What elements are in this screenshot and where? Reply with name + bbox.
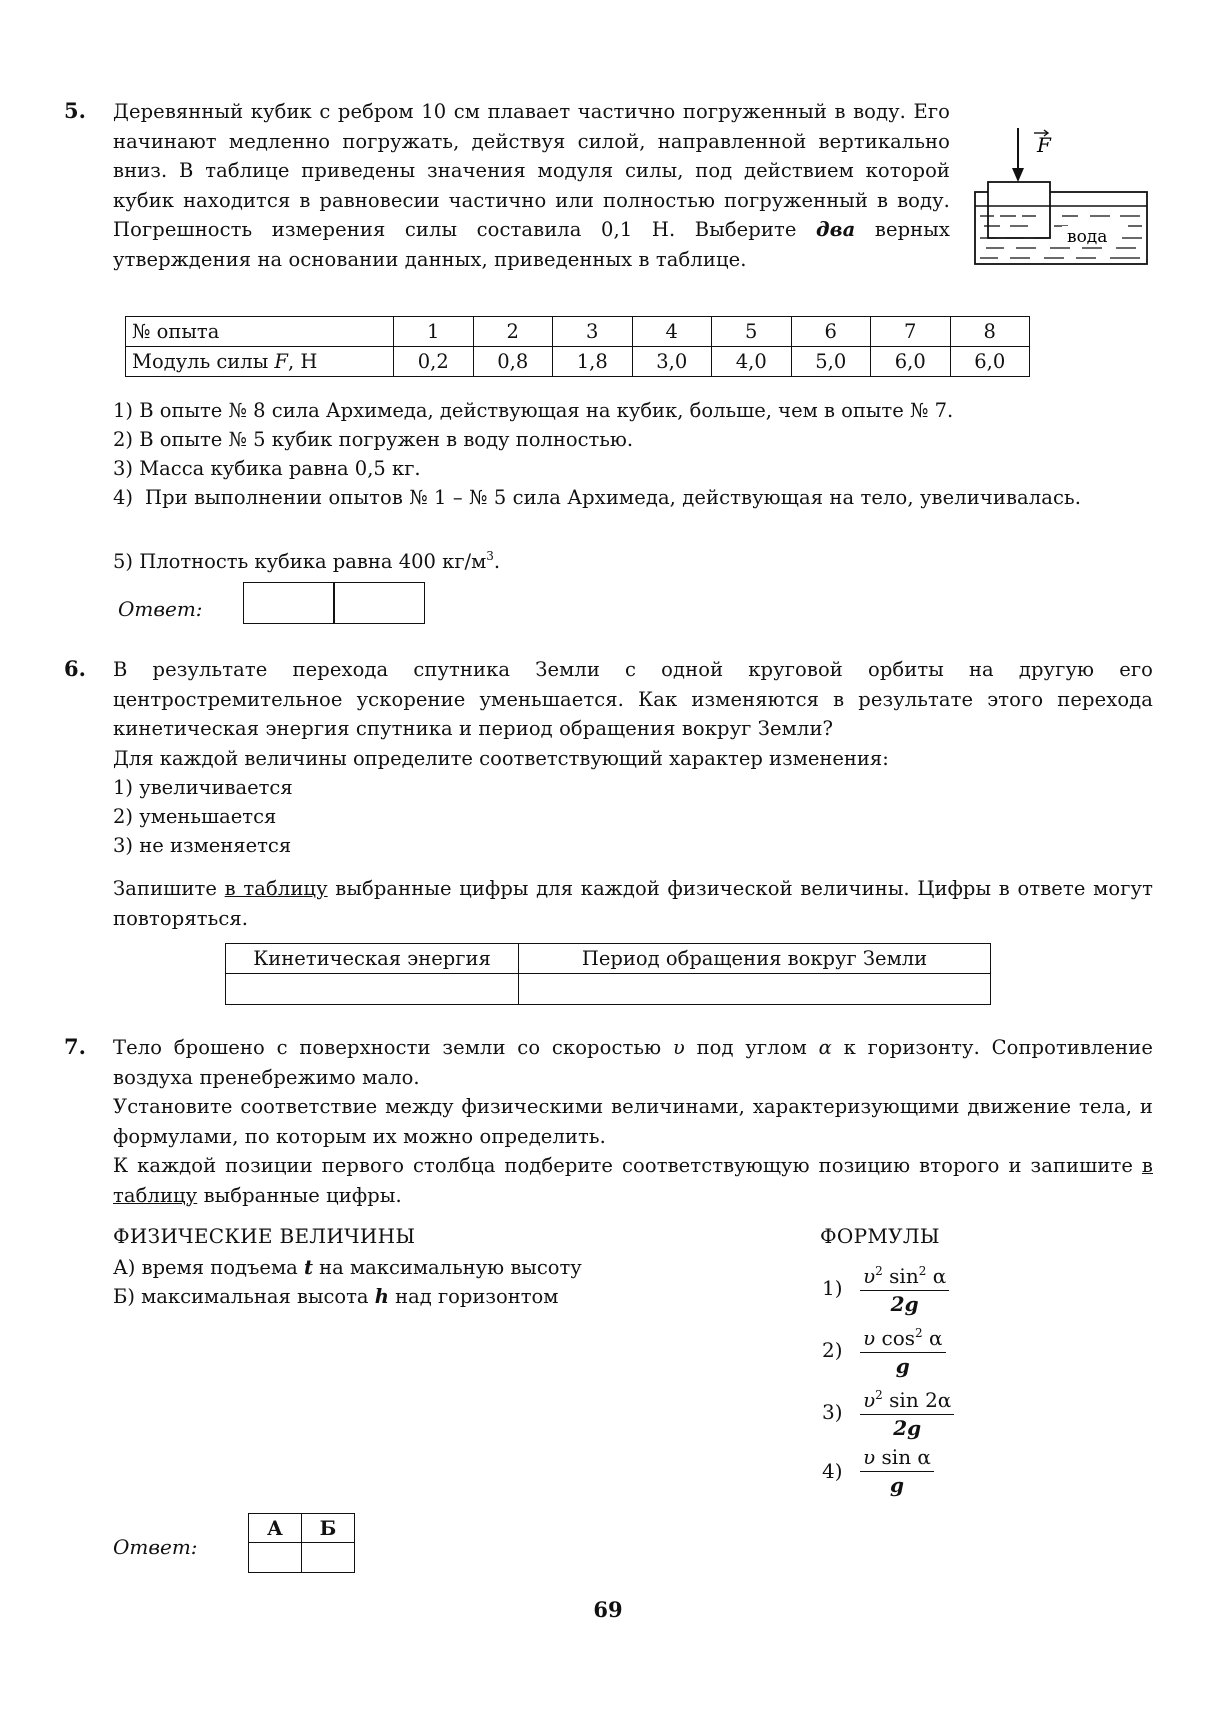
intro-text-2: под углом [684, 1036, 819, 1059]
task-6-number: 6. [64, 656, 86, 681]
option-number: 5) [113, 550, 134, 573]
option-text: не изменяется [139, 834, 292, 857]
task-6-record-instruction [113, 874, 1153, 933]
intro-text-3: к горизонту. Сопротивление воздуха пренебрежимо мало. [113, 1036, 1153, 1089]
option-number: 3) [113, 834, 134, 857]
task-7-instruction-2 [113, 1151, 1153, 1210]
table-cell: 0,8 [473, 347, 553, 377]
formula-number: 2) [822, 1337, 843, 1362]
formula-fraction [860, 1444, 934, 1498]
answer-cell-period[interactable] [519, 974, 991, 1005]
option-text: увеличивается [139, 776, 293, 799]
formula-numerator [860, 1258, 949, 1291]
formula-3 [822, 1382, 954, 1441]
formula-4 [822, 1444, 934, 1498]
quantity-a [113, 1253, 582, 1283]
table-cell: 5,0 [791, 347, 871, 377]
option-text: уменьшается [139, 805, 277, 828]
force-label: F [1037, 133, 1051, 157]
argument: 2α [918, 1388, 952, 1412]
angle-symbol: α [818, 1036, 832, 1059]
table-cell: 2 [473, 317, 553, 347]
function-name: sin [882, 1264, 919, 1288]
record-text-2: выбранные цифры для каждой физической величины. Цифры в ответе могут повторяться. [113, 877, 1153, 930]
option-number: 2) [113, 428, 134, 451]
formula-number: 3) [822, 1399, 843, 1424]
header-period: Период обращения вокруг Земли [519, 944, 991, 974]
superscript: 2 [875, 1388, 883, 1402]
table-row-answers [226, 974, 991, 1005]
task-5-text-part1: Деревянный кубик с ребром 10 см плавает частично погруженный в воду. Его начинают медленно погружать, действуя силой, направленной вертикально вниз. В таблице приведены значения модуля силы, под действием которой кубик находится в равновесии частично или полностью погруженный в воду. Погрешность измерения силы составила 0,1 Н. Выберите [113, 100, 950, 241]
velocity-symbol: υ [863, 1445, 876, 1469]
function-name: cos [875, 1326, 916, 1350]
formula-numerator [860, 1444, 934, 1472]
formula-denominator: g [889, 1473, 904, 1497]
table-cell: 8 [950, 317, 1030, 347]
table-cell: 6,0 [871, 347, 951, 377]
argument: α [926, 1264, 947, 1288]
option-text: Масса кубика равна 0,5 кг. [139, 457, 421, 480]
formula-numerator [860, 1320, 946, 1353]
option-text: Плотность кубика равна 400 кг/м [139, 550, 487, 573]
table-row-answers [249, 1543, 355, 1573]
option-text: При выполнении опытов № 1 – № 5 сила Архимеда, действующая на тело, увеличивалась. [145, 486, 1081, 509]
formula-2 [822, 1320, 946, 1379]
task-5-option-2 [113, 425, 633, 455]
quantity-text-end: на максимальную высоту [312, 1256, 582, 1279]
table-cell: 5 [712, 317, 792, 347]
quantity-b [113, 1282, 558, 1312]
formula-denominator: g [895, 1354, 910, 1378]
table-header-force [126, 347, 394, 377]
answer-cell-b[interactable] [302, 1543, 355, 1573]
formula-denominator: 2g [890, 1292, 919, 1316]
formula-denominator: 2g [893, 1416, 922, 1440]
option-number: 4) [113, 486, 134, 509]
formulas-heading: ФОРМУЛЫ [820, 1224, 940, 1248]
answer-cell-1[interactable] [243, 582, 335, 624]
argument: α [911, 1445, 931, 1469]
header-kinetic-energy: Кинетическая энергия [226, 944, 519, 974]
task-6-option-2 [113, 802, 276, 832]
task-7-answer-table [248, 1513, 355, 1573]
record-text-1: Запишите [113, 877, 225, 900]
task-5-option-1 [113, 396, 953, 426]
function-name: sin [875, 1445, 912, 1469]
answer-header-b: Б [302, 1514, 355, 1543]
task-6-intro: В результате перехода спутника Земли с одной круговой орбиты на другую его центростремительное ускорение уменьшается. Как изменяются в результате этого перехода кинетическая энергия спутника и период обращения вокруг Земли? [113, 658, 1153, 740]
quantity-letter: А) [113, 1256, 136, 1279]
task-5-statement [113, 97, 950, 274]
formula-fraction [860, 1382, 954, 1441]
velocity-symbol: υ [863, 1264, 876, 1288]
task-6-option-1 [113, 773, 293, 803]
table-cell: 0,2 [394, 347, 474, 377]
option-text: В опыте № 5 кубик погружен в воду полностью. [139, 428, 634, 451]
answer-cell-2[interactable] [333, 582, 425, 624]
velocity-symbol: υ [672, 1036, 685, 1059]
formula-number: 4) [822, 1459, 843, 1483]
superscript: 2 [918, 1264, 927, 1278]
task-5-answer-boxes [243, 582, 425, 624]
task-7-answer-label: Ответ: [113, 1535, 198, 1559]
cube-in-water-figure [970, 120, 1150, 270]
table-cell: 1 [394, 317, 474, 347]
table-cell: 6 [791, 317, 871, 347]
option-number: 1) [113, 776, 134, 799]
water-label: вода [1067, 227, 1108, 247]
option-superscript: 3 [486, 549, 494, 563]
velocity-symbol: υ [863, 1388, 876, 1412]
table-row-header [249, 1514, 355, 1543]
force-header-text: Модуль силы [132, 350, 275, 373]
quantity-text: время подъема [141, 1256, 304, 1279]
table-row-experiments [126, 317, 1030, 347]
quantity-text: максимальная высота [141, 1285, 375, 1308]
task-6-answer-table [225, 943, 991, 1005]
task-6-option-3 [113, 831, 291, 861]
table-header-experiment: № опыта [126, 317, 394, 347]
task-5-bold-word: два [816, 218, 856, 241]
superscript: 2 [915, 1326, 923, 1340]
table-cell: 3 [553, 317, 633, 347]
page-number: 69 [593, 1597, 623, 1622]
task-5-option-4 [113, 483, 1153, 513]
physical-quantities-heading: ФИЗИЧЕСКИЕ ВЕЛИЧИНЫ [113, 1224, 416, 1248]
task-7-intro [113, 1033, 1153, 1092]
formula-fraction [860, 1320, 946, 1379]
task-5-option-5 [113, 542, 500, 577]
task-5-number: 5. [64, 98, 86, 123]
task-7-instruction-1: Установите соответствие между физическими величинами, характеризующими движение тела, и формулами, по которым их можно определить. [113, 1095, 1153, 1148]
answer-header-a: А [249, 1514, 302, 1543]
option-number: 3) [113, 457, 134, 480]
intro-text-1: Тело брошено с поверхности земли со скоростью [113, 1036, 673, 1059]
formula-numerator [860, 1382, 954, 1415]
option-number: 1) [113, 399, 134, 422]
table-cell: 4 [632, 317, 712, 347]
option-text-end: . [493, 550, 501, 573]
force-header-var: F [274, 350, 288, 373]
formula-fraction [860, 1258, 949, 1317]
table-row-header [226, 944, 991, 974]
task-7-number: 7. [64, 1034, 86, 1059]
answer-cell-a[interactable] [249, 1543, 302, 1573]
function-name: sin [882, 1388, 919, 1412]
quantity-letter: Б) [113, 1285, 135, 1308]
force-header-unit: , Н [287, 350, 318, 373]
table-cell: 7 [871, 317, 951, 347]
answer-cell-kinetic-energy[interactable] [226, 974, 519, 1005]
table-cell: 1,8 [553, 347, 633, 377]
formula-number: 1) [822, 1275, 843, 1300]
table-cell: 4,0 [712, 347, 792, 377]
instruction-text-1: К каждой позиции первого столбца подберите соответствующую позицию второго и запишите [113, 1154, 1142, 1177]
table-cell: 3,0 [632, 347, 712, 377]
superscript: 2 [875, 1264, 883, 1278]
task-6-instruction: Для каждой величины определите соответствующий характер изменения: [113, 747, 889, 770]
task-5-force-table [125, 316, 1030, 377]
task-5-text-part2: верных утверждения на основании данных, приведенных в таблице. [113, 218, 950, 271]
instruction-text-2: выбранные цифры. [197, 1183, 402, 1207]
table-row-forces [126, 347, 1030, 377]
task-5-option-3 [113, 454, 421, 484]
argument: α [922, 1326, 943, 1350]
option-text: В опыте № 8 сила Архимеда, действующая на кубик, больше, чем в опыте № 7. [139, 399, 954, 422]
quantity-var: t [303, 1256, 313, 1279]
task-5-answer-label: Ответ: [118, 597, 203, 621]
quantity-var: h [374, 1285, 389, 1308]
formula-1 [822, 1258, 949, 1317]
instruction-underlined: в таблицу [113, 1154, 1153, 1207]
record-underlined: в таблицу [224, 877, 328, 900]
option-number: 2) [113, 805, 134, 828]
velocity-symbol: υ [863, 1326, 876, 1350]
table-cell: 6,0 [950, 347, 1030, 377]
quantity-text-end: над горизонтом [388, 1285, 559, 1308]
